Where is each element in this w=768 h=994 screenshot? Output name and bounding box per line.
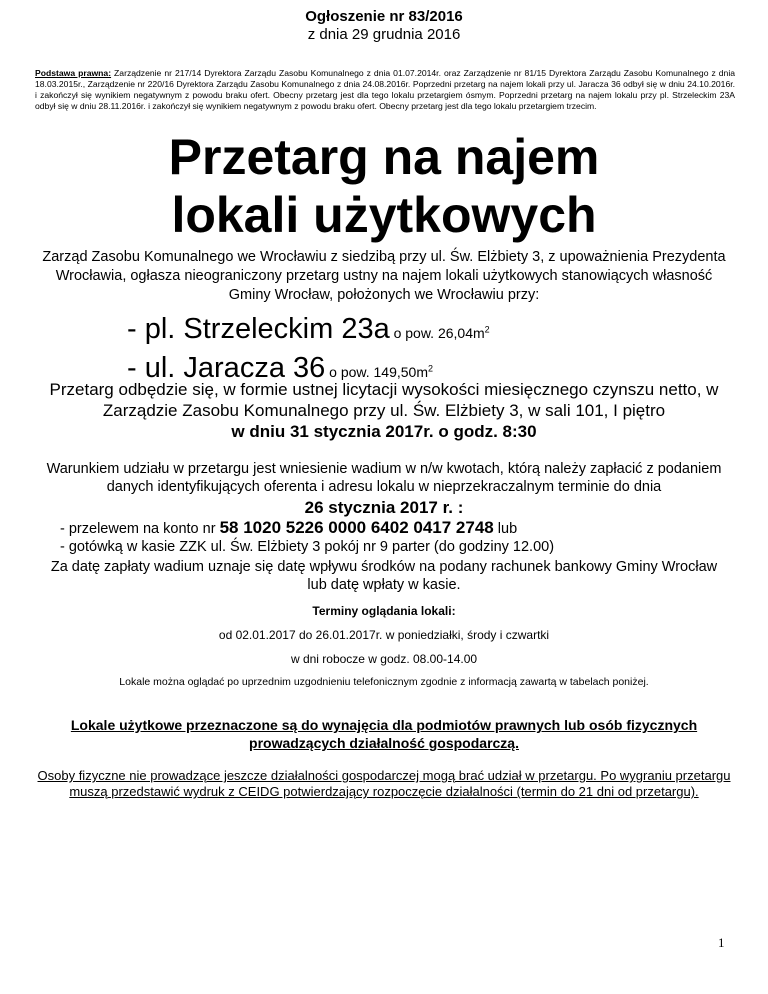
payment-note: Za datę zapłaty wadium uznaje się datę wpływu środków na podany rachunek bankowy Gminy Wrocław lub datę wpłaty w kasie. xyxy=(50,559,718,593)
deposit-text: Warunkiem udziału w przetargu jest wniesienie wadium w n/w kwotach, którą należy zapłacić z podaniem danych identyfikujących oferenta i adresu lokalu w nieprzekraczalnym terminie do dnia xyxy=(46,461,722,495)
payment-cash: - gotówką w kasie ZZK ul. Św. Elżbiety 3 pokój nr 9 parter (do godziny 12.00) xyxy=(60,539,555,555)
auction-text: Przetarg odbędzie się, w formie ustnej licytacji wysokości miesięcznego czynszu netto, w Zarządzie Zasobu Komunalnego przy ul. Św. Elżbiety 3, w sali 101, I piętro xyxy=(49,380,719,420)
bank-account-number: 58 1020 5226 0000 6402 0417 2748 xyxy=(219,518,494,537)
main-title-line-2: lokali użytkowych xyxy=(171,187,597,243)
area-unit-exponent: 2 xyxy=(484,324,490,335)
intro-paragraph: Zarząd Zasobu Komunalnego we Wrocławiu z siedzibą przy ul. Św. Elżbiety 3, z upoważnienia Prezydenta Wrocławia, ogłasza nieograniczony przetarg ustny na najem lokali użytkowych stanowiących własność Gminy Wrocław, położonych we Wrocławiu przy: xyxy=(42,249,726,303)
area-unit-exponent: 2 xyxy=(428,363,434,374)
main-title xyxy=(0,128,768,244)
payment-transfer: - przelewem na konto nr 58 1020 5226 0000 6402 0417 2748 lub xyxy=(60,518,518,537)
auction-info xyxy=(20,379,748,442)
location-item xyxy=(127,312,490,351)
location-address: - ul. Jaracza 36 xyxy=(127,352,326,384)
legal-basis-text: Zarządzenie nr 217/14 Dyrektora Zarządu Zasobu Komunalnego z dnia 01.07.2014r. oraz Zarządzenie nr 81/15 Dyrektora Zarządu Zasobu Komunalnego z dnia 18.03.2015r., Zarządzenie nr 220/16 Dyrektora Zarządu Zasobu Komunalnego z dnia 24.08.2016r. Poprzedni przetarg na najem lokali przy ul. Jaracza 36 odbył się w dniu 24.10.2016r. i zakończył się wynikiem negatywnym z powodu braku ofert. Obecny przetarg jest dla tego lokalu przetargiem ósmym. Poprzedni przetarg na najem lokalu przy pl. Strzeleckim 23A odbył się w dniu 28.11.2016r. i zakończył się wynikiem negatywnym z powodu braku ofert. Obecny przetarg jest dla tego lokalu przetargiem trzecim. xyxy=(35,68,736,111)
viewing-hours: w dni robocze w godz. 08.00-14.00 xyxy=(290,652,478,666)
main-title-line-1: Przetarg na najem xyxy=(168,129,600,185)
location-area: o pow. $149,50m^2$ xyxy=(325,363,434,380)
viewing-title: Terminy oglądania lokali: xyxy=(312,604,456,618)
announcement-date: z dnia 29 grudnia 2016 xyxy=(307,26,461,43)
auction-date: w dniu 31 stycznia 2017r. o godz. 8:30 xyxy=(231,422,537,441)
legal-basis xyxy=(35,68,735,112)
viewing-dates: od 02.01.2017 do 26.01.2017r. w poniedziałki, środy i czwartki xyxy=(218,628,550,642)
announcement-number: Ogłoszenie nr 83/2016 xyxy=(305,8,463,25)
location-area: o pow. $26,04m^2$ xyxy=(389,324,490,341)
deposit-info xyxy=(40,460,728,517)
individuals-notice: Osoby fizyczne nie prowadzące jeszcze działalności gospodarczej mogą brać udział w przetargu. Po wygraniu przetargu muszą przedstawić wydruk z CEIDG potwierdzający rozpoczęcie działalności (termin do 21 dni od przetargu). xyxy=(37,768,731,799)
deposit-deadline: 26 stycznia 2017 r. : xyxy=(304,498,464,517)
location-address: - pl. Strzeleckim 23a xyxy=(127,313,390,345)
legal-basis-label: Podstawa prawna: xyxy=(35,68,112,78)
payment-methods xyxy=(60,519,720,556)
viewing-note: Lokale można oglądać po uprzednim uzgodnieniu telefonicznym zgodnie z informacją zawartą w tabelach poniżej. xyxy=(119,676,649,688)
page-number: 1 xyxy=(718,935,725,950)
eligibility-notice: Lokale użytkowe przeznaczone są do wynajęcia dla podmiotów prawnych lub osób fizycznych prowadzących działalność gospodarczą. xyxy=(70,717,698,751)
